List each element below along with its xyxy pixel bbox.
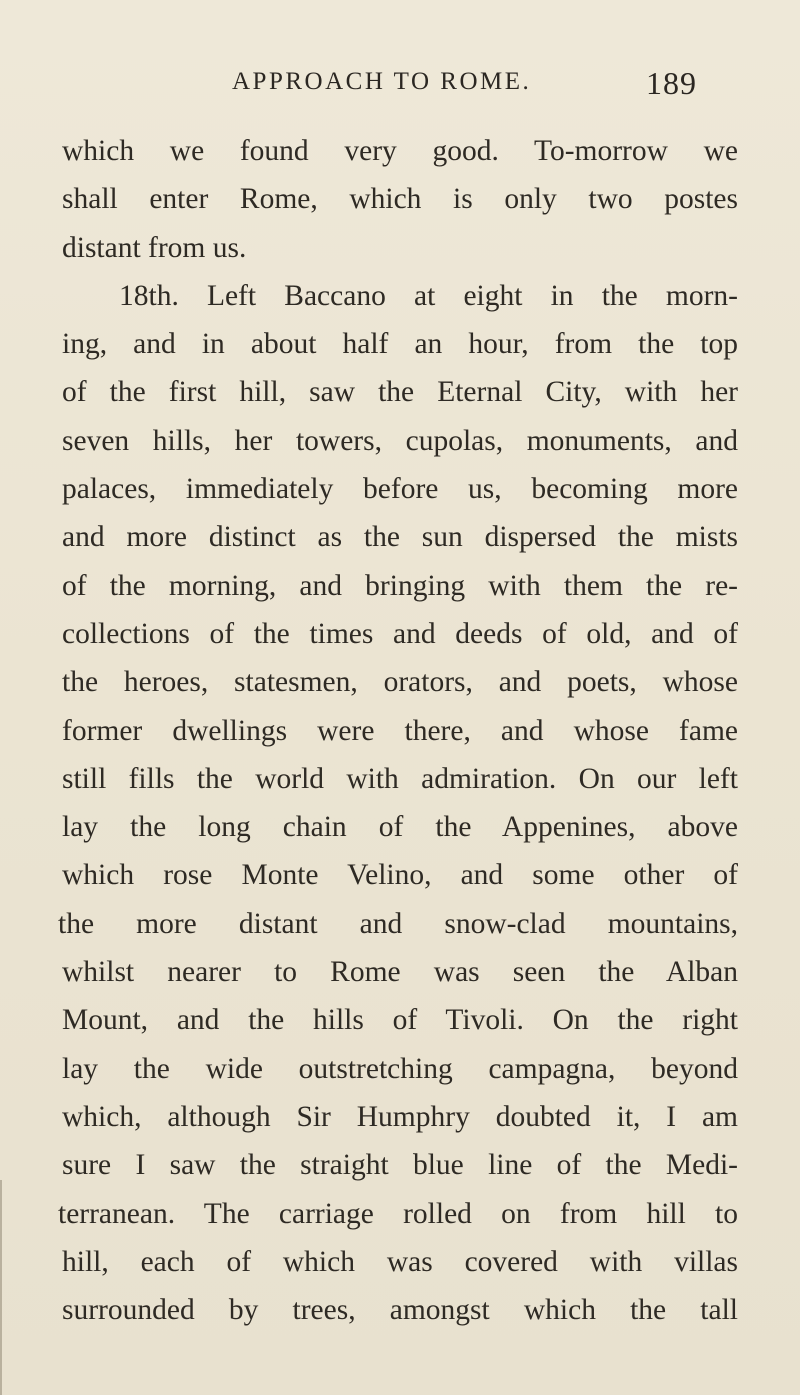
page-header	[0, 65, 800, 108]
text-line: which, although Sir Humphry doubted it, I am	[62, 1100, 738, 1133]
text-line: ing, and in about half an hour, from the top	[62, 328, 738, 361]
text-line: 18th. Left Baccano at eight in the morn-	[119, 279, 738, 312]
text-line: the more distant and snow-clad mountains,	[58, 907, 738, 940]
text-line: distant from us.	[62, 231, 247, 264]
text-line: sure I saw the straight blue line of the Medi-	[62, 1149, 738, 1182]
text-line: lay the wide outstretching campagna, beyond	[62, 1052, 738, 1085]
body-text	[58, 127, 738, 1334]
text-line: and more distinct as the sun dispersed the mists	[62, 521, 738, 554]
text-line: collections of the times and deeds of old, and of	[62, 617, 738, 650]
text-line: former dwellings were there, and whose fame	[62, 714, 738, 747]
text-line: shall enter Rome, which is only two postes	[62, 183, 738, 216]
page-edge-shadow	[0, 1180, 2, 1395]
text-line: palaces, immediately before us, becoming more	[62, 473, 738, 506]
text-line: which we found very good. To-morrow we	[62, 135, 738, 167]
text-line: terranean. The carriage rolled on from hill to	[58, 1197, 738, 1230]
text-line: lay the long chain of the Appenines, above	[62, 811, 738, 844]
text-line: whilst nearer to Rome was seen the Alban	[62, 956, 738, 989]
text-line: Mount, and the hills of Tivoli. On the right	[62, 1004, 738, 1037]
text-line: still fills the world with admiration. On our left	[62, 762, 738, 795]
page-number: 189	[646, 65, 697, 101]
running-head: APPROACH TO ROME.	[232, 68, 532, 95]
text-line: seven hills, her towers, cupolas, monuments, and	[62, 424, 738, 457]
text-line: hill, each of which was covered with villas	[62, 1245, 738, 1278]
text-line: of the morning, and bringing with them the re-	[62, 569, 738, 602]
text-line: which rose Monte Velino, and some other of	[62, 859, 738, 892]
text-line: surrounded by trees, amongst which the tall	[62, 1294, 738, 1327]
text-line: of the first hill, saw the Eternal City, with her	[62, 376, 738, 409]
text-line: the heroes, statesmen, orators, and poets, whose	[62, 666, 738, 699]
